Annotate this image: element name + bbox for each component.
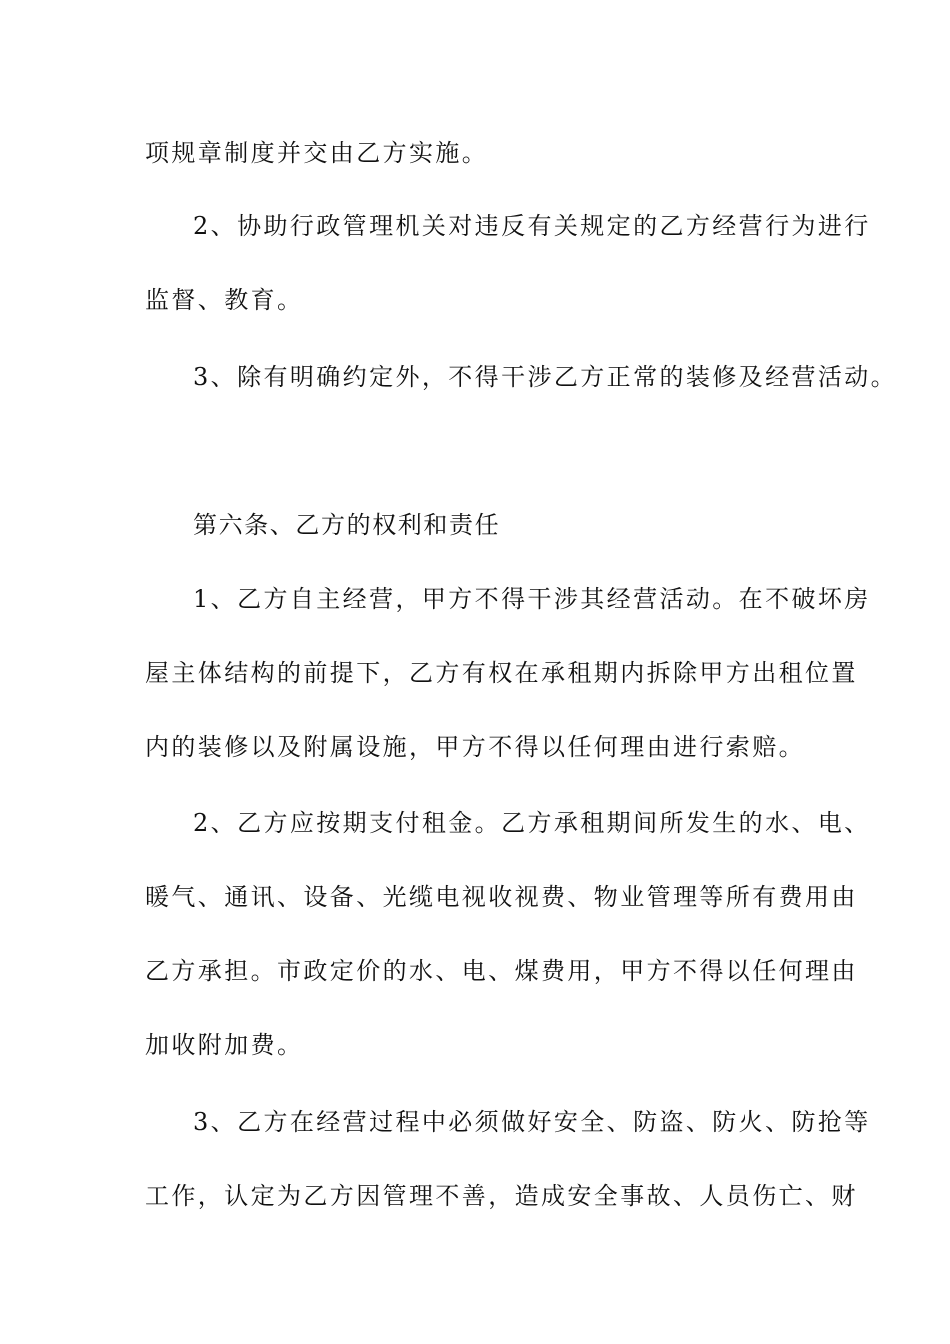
paragraph-line: 项规章制度并交由乙方实施。 xyxy=(145,139,489,167)
paragraph-line: 2、协助行政管理机关对违反有关规定的乙方经营行为进行 xyxy=(193,212,871,240)
paragraph-line: 监督、教育。 xyxy=(145,286,304,314)
paragraph-line: 工作，认定为乙方因管理不善，造成安全事故、人员伤亡、财 xyxy=(145,1182,858,1210)
paragraph-line: 3、乙方在经营过程中必须做好安全、防盗、防火、防抢等 xyxy=(193,1108,871,1136)
paragraph-line: 加收附加费。 xyxy=(145,1031,304,1059)
paragraph-line: 内的装修以及附属设施，甲方不得以任何理由进行索赔。 xyxy=(145,733,805,761)
paragraph-line: 屋主体结构的前提下，乙方有权在承租期内拆除甲方出租位置 xyxy=(145,659,858,687)
paragraph-line: 2、乙方应按期支付租金。乙方承租期间所发生的水、电、 xyxy=(193,809,871,837)
paragraph-line: 乙方承担。市政定价的水、电、煤费用，甲方不得以任何理由 xyxy=(145,957,858,985)
paragraph-line: 暖气、通讯、设备、光缆电视收视费、物业管理等所有费用由 xyxy=(145,883,858,911)
section-heading: 第六条、乙方的权利和责任 xyxy=(193,511,501,539)
paragraph-line: 3、除有明确约定外，不得干涉乙方正常的装修及经营活动。 xyxy=(193,363,898,391)
paragraph-line: 1、乙方自主经营，甲方不得干涉其经营活动。在不破坏房 xyxy=(193,585,871,613)
